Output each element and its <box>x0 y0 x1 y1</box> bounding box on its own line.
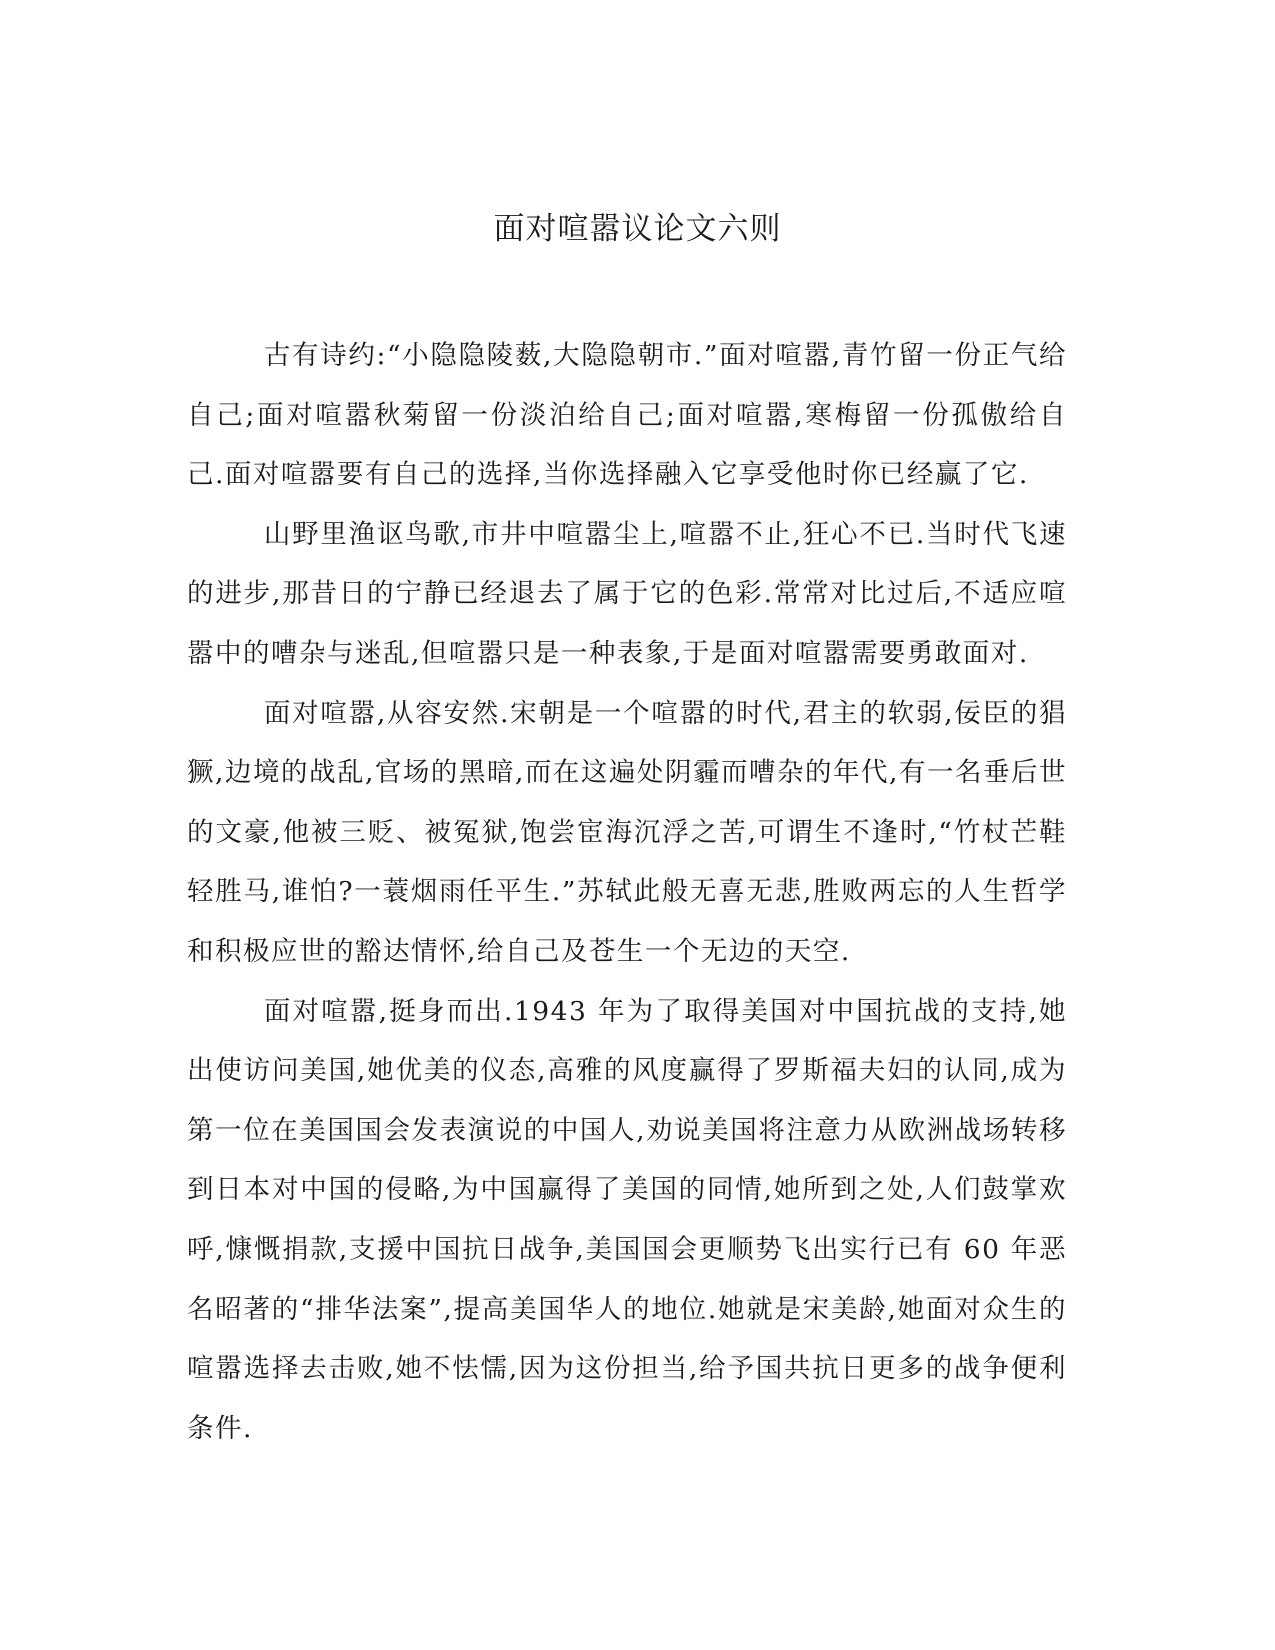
document-body <box>187 326 1067 1458</box>
document-title: 面对喧嚣议论文六则 <box>493 211 782 247</box>
paragraph-2: 山野里渔讴鸟歌,市井中喧嚣尘上,喧嚣不止,狂心不已.当时代飞速的进步,那昔日的宁静已经退去了属于它的色彩.常常对比过后,不适应喧嚣中的嘈杂与迷乱,但喧嚣只是一种表象,于是面对喧嚣需要勇敢面对. <box>187 518 1067 669</box>
paragraph-1: 古有诗约:“小隐隐陵薮,大隐隐朝市.”面对喧嚣,青竹留一份正气给自己;面对喧嚣秋菊留一份淡泊给自己;面对喧嚣,寒梅留一份孤傲给自己.面对喧嚣要有自己的选择,当你选择融入它享受他时你已经赢了它. <box>187 340 1067 491</box>
paragraph-3: 面对喧嚣,从容安然.宋朝是一个喧嚣的时代,君主的软弱,佞臣的猖獗,边境的战乱,官场的黑暗,而在这遍处阴霾而嘈杂的年代,有一名垂后世的文豪,他被三贬、被冤狱,饱尝宦海沉浮之苦,可谓生不逢时,“竹杖芒鞋轻胜马,谁怕?一蓑烟雨任平生.”苏轼此般无喜无悲,胜败两忘的人生哲学和积极应世的豁达情怀,给自己及苍生一个无边的天空. <box>187 697 1067 967</box>
paragraph-4: 面对喧嚣,挺身而出.1943 年为了取得美国对中国抗战的支持,她出使访问美国,她优美的仪态,高雅的风度赢得了罗斯福夫妇的认同,成为第一位在美国国会发表演说的中国人,劝说美国将注意力从欧洲战场转移到日本对中国的侵略,为中国赢得了美国的同情,她所到之处,人们鼓掌欢呼,慷慨捐款,支援中国抗日战争,美国国会更顺势飞出实行已有 60 年恶名昭著的“排华法案”,提高美国华人的地位.她就是宋美龄,她面对众生的喧嚣选择去击败,她不怯懦,因为这份担当,给予国共抗日更多的战争便利条件. <box>187 995 1067 1444</box>
